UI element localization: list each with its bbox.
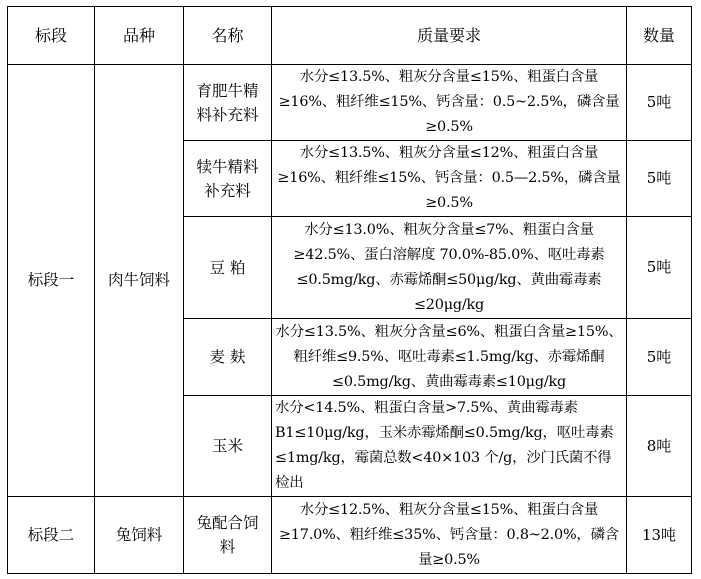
header-variety: 品种	[95, 7, 184, 65]
header-requirement: 质量要求	[272, 7, 627, 65]
item-name-cell: 豆 粕	[184, 217, 272, 319]
item-quantity-cell: 5吨	[627, 141, 692, 217]
table-row	[8, 65, 692, 141]
header-section: 标段	[8, 7, 95, 65]
item-quantity-cell: 5吨	[627, 319, 692, 396]
item-requirement-cell: 水分≤13.5%、粗灰分含量≤6%、粗蛋白含量≥15%、粗纤维≤9.5%、呕吐毒素≤1.5mg/kg、赤霉烯酮≤0.5mg/kg、黄曲霉毒素≤10μg/kg	[272, 319, 627, 396]
header-quantity: 数量	[627, 7, 692, 65]
item-name-cell: 麦 麸	[184, 319, 272, 396]
item-requirement-cell: 水分≤13.5%、粗灰分含量≤15%、粗蛋白含量≥16%、粗纤维≤15%、钙含量：0.5~2.5%，磷含量≥0.5%	[272, 65, 627, 141]
item-name-cell: 兔配合饲料	[184, 497, 272, 574]
item-requirement-cell: 水分<14.5%、粗蛋白含量>7.5%、黄曲霉毒素 B1≤10μg/kg，玉米赤霉烯酮≤0.5mg/kg，呕吐毒素≤1mg/kg，霉菌总数<40×103 个/g，沙门氏菌不得检出	[272, 396, 627, 497]
item-requirement-cell: 水分≤12.5%、粗灰分含量≤15%、粗蛋白含量≥17.0%、粗纤维≤35%、钙含量：0.8~2.0%，磷含量≥0.5%	[272, 497, 627, 574]
item-name-cell: 犊牛精料补充料	[184, 141, 272, 217]
header-row	[8, 7, 692, 65]
item-quantity-cell: 5吨	[627, 217, 692, 319]
item-quantity-cell: 5吨	[627, 65, 692, 141]
variety-cell: 肉牛饲料	[95, 65, 184, 497]
item-name-cell: 玉米	[184, 396, 272, 497]
variety-cell: 兔饲料	[95, 497, 184, 574]
item-requirement-cell: 水分≤13.0%、粗灰分含量≤7%、粗蛋白含量≥42.5%、蛋白溶解度 70.0%-85.0%、呕吐毒素≤0.5mg/kg、赤霉烯酮≤50μg/kg、黄曲霉毒素≤20μg/kg	[272, 217, 627, 319]
item-quantity-cell: 8吨	[627, 396, 692, 497]
section-cell: 标段一	[8, 65, 95, 497]
section-cell: 标段二	[8, 497, 95, 574]
table-row	[8, 497, 692, 574]
item-name-cell: 育肥牛精料补充料	[184, 65, 272, 141]
item-requirement-cell: 水分≤13.5%、粗灰分含量≤12%、粗蛋白含量≥16%、粗纤维≤15%、钙含量：0.5—2.5%，磷含量≥0.5%	[272, 141, 627, 217]
item-quantity-cell: 13吨	[627, 497, 692, 574]
header-name: 名称	[184, 7, 272, 65]
procurement-table	[7, 6, 692, 574]
